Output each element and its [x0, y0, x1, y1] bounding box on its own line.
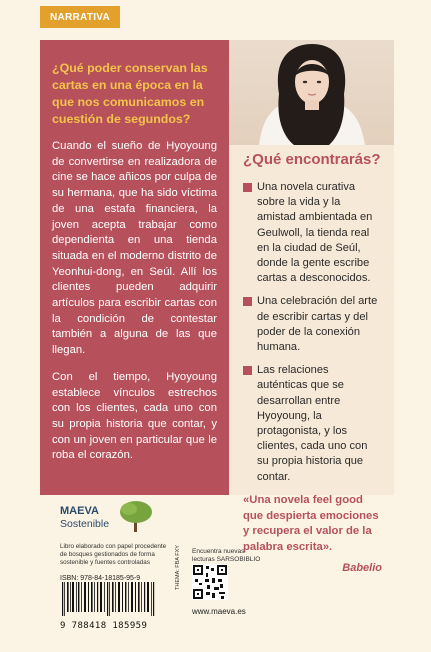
maeva-sostenible-logo [60, 500, 170, 534]
feature-item [243, 363, 382, 485]
bullet-square-icon [243, 297, 252, 306]
features-title: ¿Qué encontrarás? [243, 151, 381, 168]
feature-item [243, 180, 382, 286]
paper-note: Libro elaborado con papel procedente de bosques gestionados de forma sostenible y fuentes controladas [60, 543, 167, 566]
thema-code: THEMA: FBA FXY [175, 545, 181, 590]
qr-block [192, 548, 267, 616]
publisher-website[interactable]: www.maeva.es [192, 607, 246, 616]
bullet-square-icon [243, 183, 252, 192]
qr-caption: Encuentra nuevas lecturas SARSOBIBLIO [192, 548, 261, 563]
author-photo [229, 40, 394, 145]
feature-text: Una celebración del arte de escribir cartas y del poder de la conexión humana. [257, 295, 378, 354]
barcode-icon [60, 582, 160, 616]
barcode-number: 9 788418 185959 [60, 621, 148, 631]
synopsis-panel [40, 40, 229, 495]
logo-brand: MAEVA [60, 505, 99, 517]
logo-sub: Sostenible [60, 518, 110, 530]
barcode-area [60, 575, 178, 631]
review-source: Babelio [342, 561, 382, 574]
sustainability-block [60, 500, 170, 567]
feature-text: Una novela curativa sobre la vida y la amistad ambientada en Geulwoll, la tienda real en la ciudad de Seúl, donde la gente escribe cartas a desconocidos. [257, 181, 373, 285]
bullet-square-icon [243, 366, 252, 375]
genre-tag: NARRATIVA [40, 6, 120, 28]
feature-item [243, 294, 382, 355]
features-panel [229, 145, 394, 574]
qr-code-icon[interactable] [192, 564, 228, 600]
synopsis-paragraph-1: Cuando el sueño de Hyoyoung de convertirse en realizadora de cine se hace añicos por culpa de su hermana, que ha sido víctima de una estafa financiera, la joven acepta trabajar como dependienta en una tienda situada en el moderno distrito de Yeonhui-dong, en Seúl. Allí los clientes pueden adquirir artículos para escribir cartas con la condición de contestar también a alguna de las que llegan. [52, 140, 217, 357]
synopsis-paragraph-2: Con el tiempo, Hyoyoung establece vínculos estrechos con los clientes, cada uno con su propia historia que contar, y con un joven en particular que le roba el corazón. [52, 370, 217, 462]
feature-text: Las relaciones auténticas que se desarrollan entre Hyoyoung, la protagonista, y los clientes, cada uno con su propia historia que contar. [257, 364, 368, 483]
review-quote: «Una novela feel good que despierta emociones y recupera el valor de la palabra escrita». [243, 493, 379, 553]
synopsis-question: ¿Qué poder conservan las cartas en una época en la que nos comunicamos en cuestión de segundos? [52, 61, 208, 126]
isbn-text: ISBN: 978-84-18185-95-9 [60, 575, 141, 582]
